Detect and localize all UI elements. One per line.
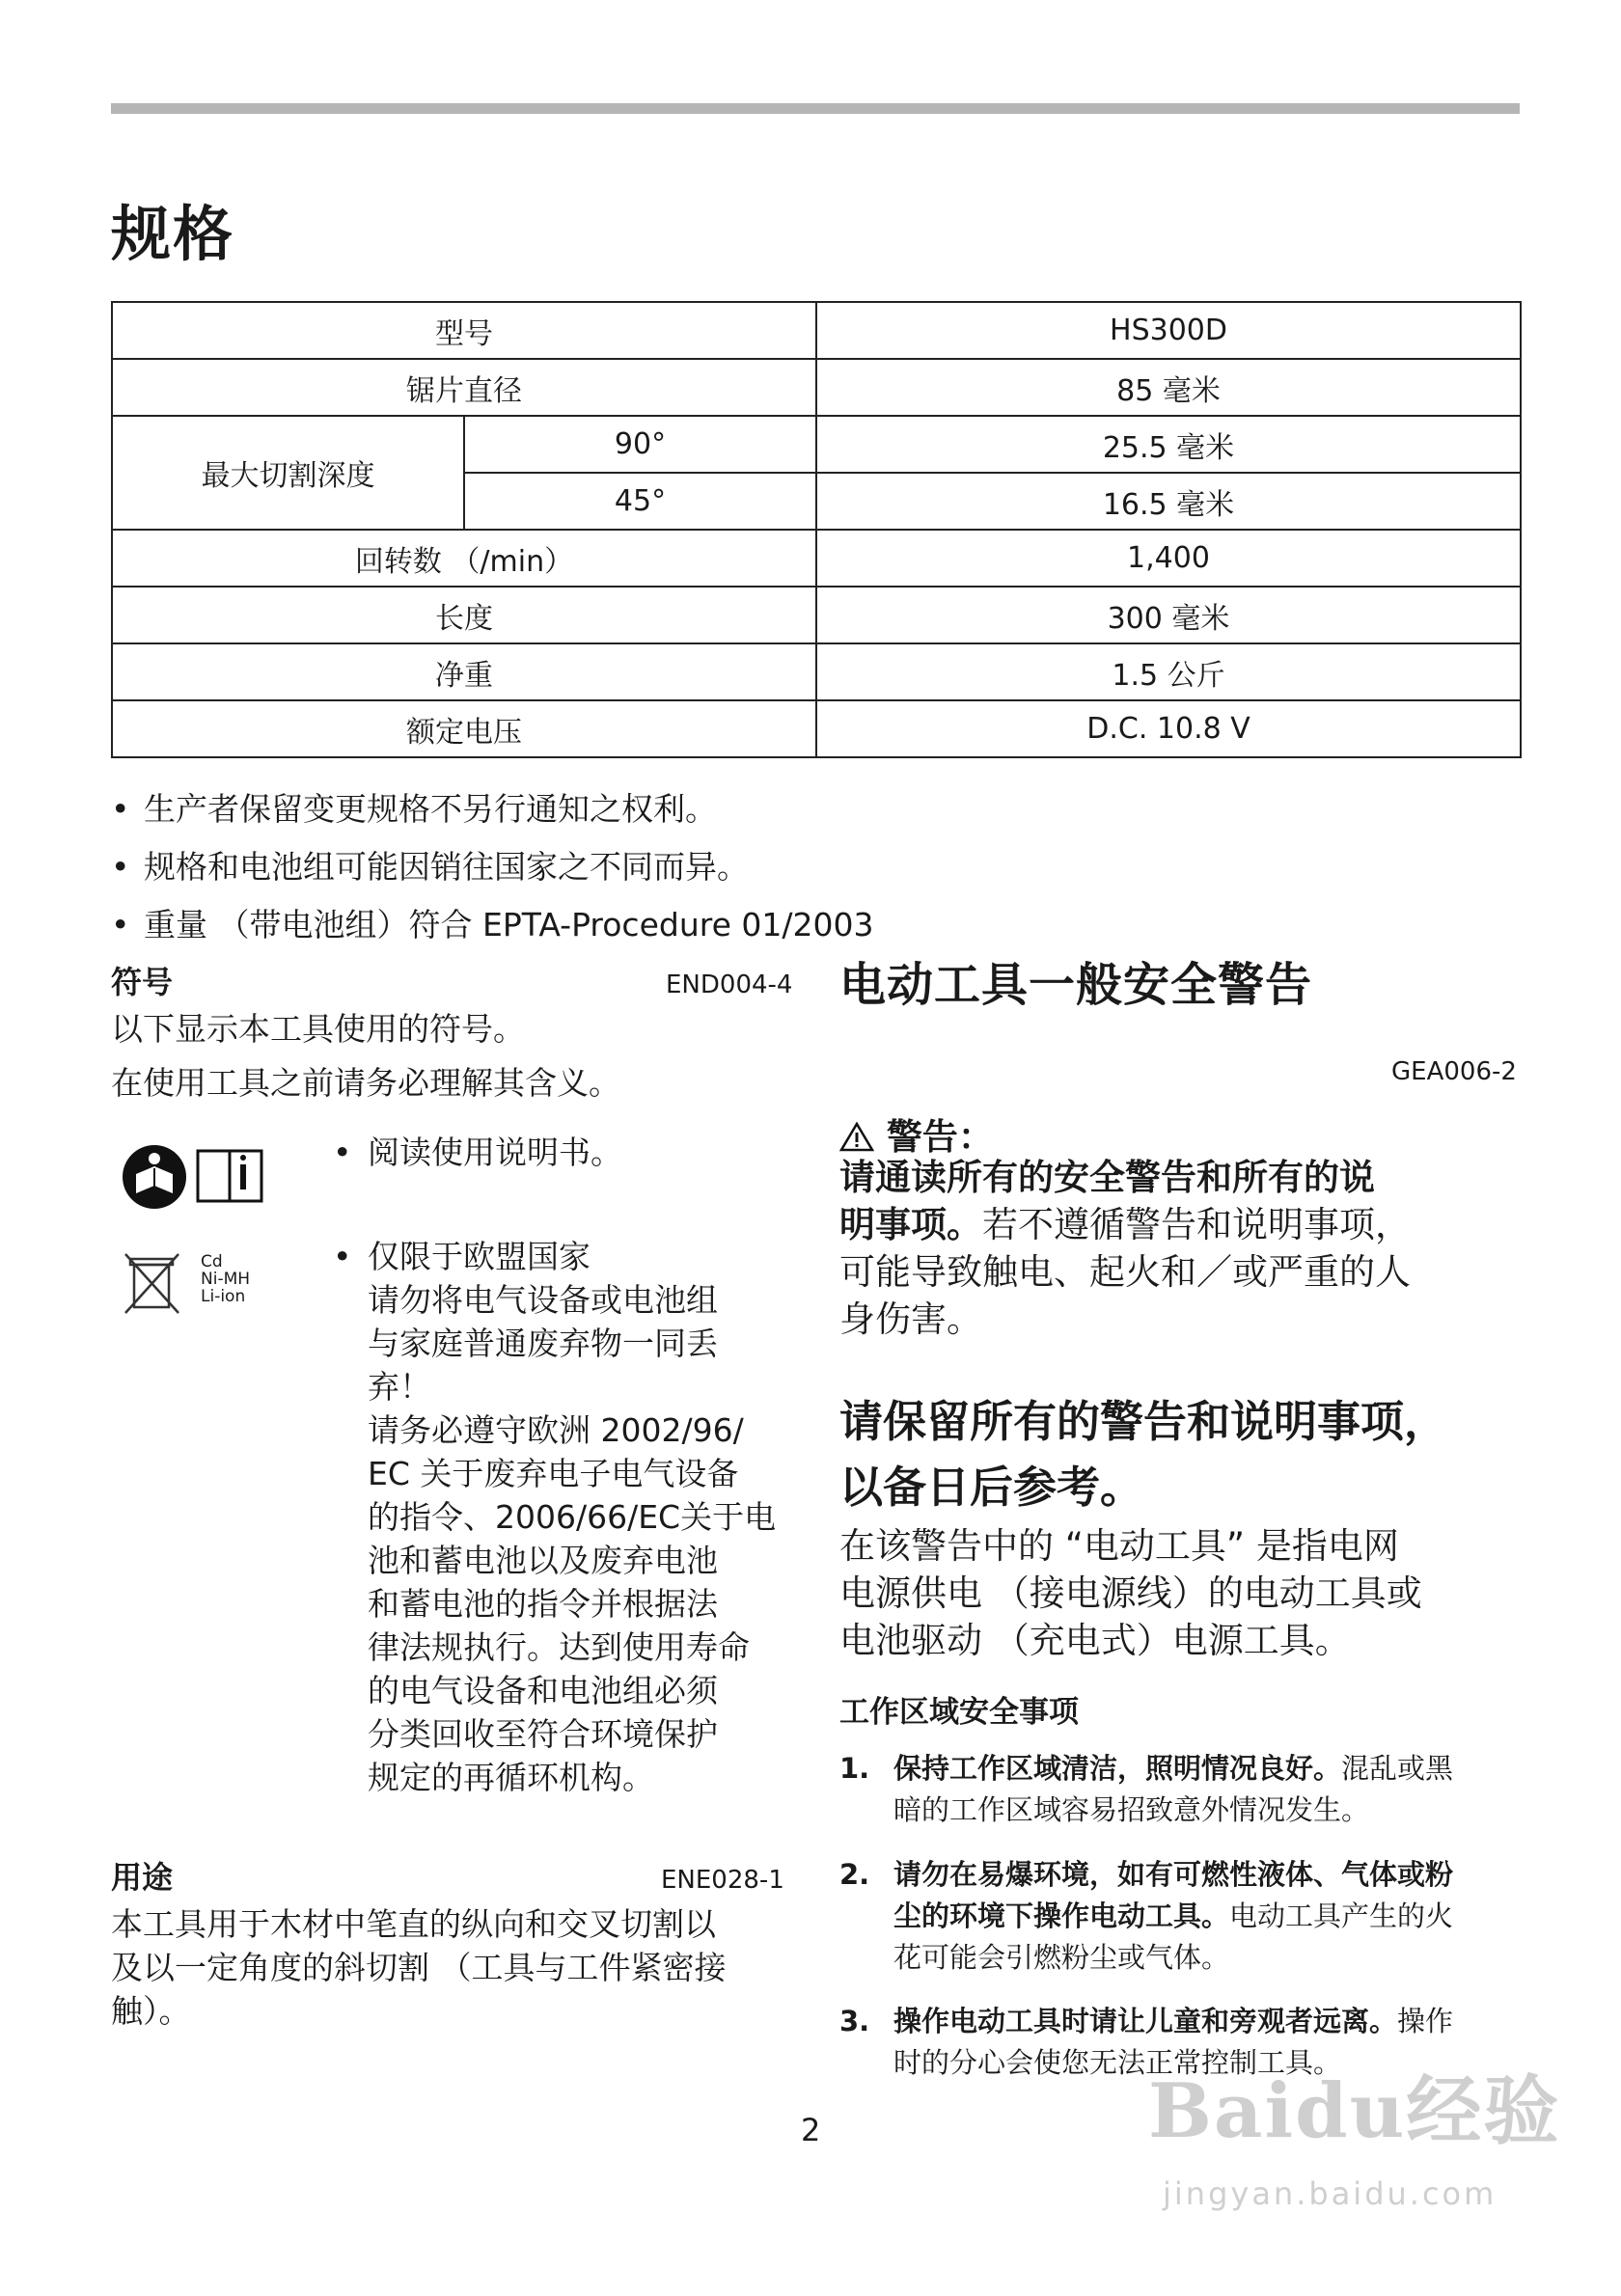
read-manual-icon [121,1143,275,1211]
spec-label: 最大切割深度 [112,416,464,530]
safety-code: GEA006-2 [1391,1057,1517,1086]
table-row [112,302,1521,359]
note-item: • 规格和电池组可能因销往国家之不同而异。 [111,848,749,886]
spec-label: 额定电压 [112,700,816,757]
disposal-item: • 仅限于欧盟国家 请勿将电气设备或电池组 与家庭普通废弃物一同丢 弃！ 请务必遵守欧洲 2002/96/ EC 关于废弃电子电气设备 的指令、2006/66/EC关于电 池和蓄电池以及废弃电池 和蓄电池的指令并根据法 律法规执行。达到使用寿命 的电气设备和电池组必须 分类回收至符合环境保护 规定的再循环机构。 [333,1238,777,1796]
usage-code: ENE028-1 [661,1866,784,1895]
symbols-intro-2: 在使用工具之前请务必理解其含义。 [111,1064,620,1102]
spec-label: 净重 [112,643,816,700]
table-row [112,587,1521,643]
spec-table [111,301,1522,758]
header-rule [111,103,1520,114]
spec-label: 型号 [112,302,816,359]
table-row [112,359,1521,416]
usage-heading: 用途 [111,1859,174,1896]
note-item: • 重量 （带电池组）符合 EPTA-Procedure 01/2003 [111,906,874,943]
watermark-url: jingyan.baidu.com [1163,2175,1497,2212]
list-item: 3. 操作电动工具时请让儿童和旁观者远离。操作 时的分心会使您无法正常控制工具。 [839,2005,1454,2079]
table-row [112,530,1521,587]
spec-value: 25.5 毫米 [816,416,1521,473]
spec-value: 16.5 毫米 [816,473,1521,530]
spec-value: 1.5 公斤 [816,643,1521,700]
table-row [112,643,1521,700]
safety-title: 电动工具一般安全警告 [839,958,1313,1012]
symbols-intro-1: 以下显示本工具使用的符号。 [111,1010,525,1048]
spec-label: 锯片直径 [112,359,816,416]
spec-label: 长度 [112,587,816,643]
list-item: 2. 请勿在易爆环境，如有可燃性液体、气体或粉 尘的环境下操作电动工具。电动工具产生的火 花可能会引燃粉尘或气体。 [839,1858,1454,1974]
warning-heading: 警告： [839,1119,994,1155]
note-item: • 生产者保留变更规格不另行通知之权利。 [111,790,717,828]
power-tool-definition: 在该警告中的 “电动工具” 是指电网 电源供电 （接电源线）的电动工具或 电池驱动 （充电式）电源工具。 [839,1525,1422,1661]
keep-instructions: 请保留所有的警告和说明事项， 以备日后参考。 [839,1396,1448,1513]
warning-icon [839,1121,874,1152]
spec-sublabel: 45° [464,473,816,530]
page-title: 规格 [111,199,235,269]
table-row [112,700,1521,757]
symbols-code: END004-4 [666,970,793,999]
spec-value: HS300D [816,302,1521,359]
table-row [112,416,1521,473]
watermark-logo: Baidu经验 [1148,2067,1561,2155]
chem-label-liion: Li-ion [201,1287,246,1306]
usage-text: 本工具用于木材中笔直的纵向和交叉切割以 及以一定角度的斜切割 （工具与工件紧密接 触）。 [111,1905,727,2030]
spec-sublabel: 90° [464,416,816,473]
spec-value: D.C. 10.8 V [816,700,1521,757]
spec-value: 85 毫米 [816,359,1521,416]
symbols-heading: 符号 [111,964,174,1000]
page-number: 2 [801,2112,821,2148]
warning-text: 请通读所有的安全警告和所有的说 明事项。若不遵循警告和说明事项， 可能导致触电、起火和／或严重的人 身伤害。 [839,1157,1411,1340]
chem-label-cd: Cd [201,1252,223,1271]
work-area-heading: 工作区域安全事项 [839,1695,1079,1730]
chem-label-nimh: Ni-MH [201,1270,251,1289]
spec-label: 回转数 （/min） [112,530,816,587]
spec-value: 300 毫米 [816,587,1521,643]
list-item: 1. 保持工作区域清洁，照明情况良好。混乱或黑 暗的工作区域容易招致意外情况发生。 [839,1752,1454,1826]
spec-value: 1,400 [816,530,1521,587]
read-manual-item: • 阅读使用说明书。 [333,1134,622,1171]
